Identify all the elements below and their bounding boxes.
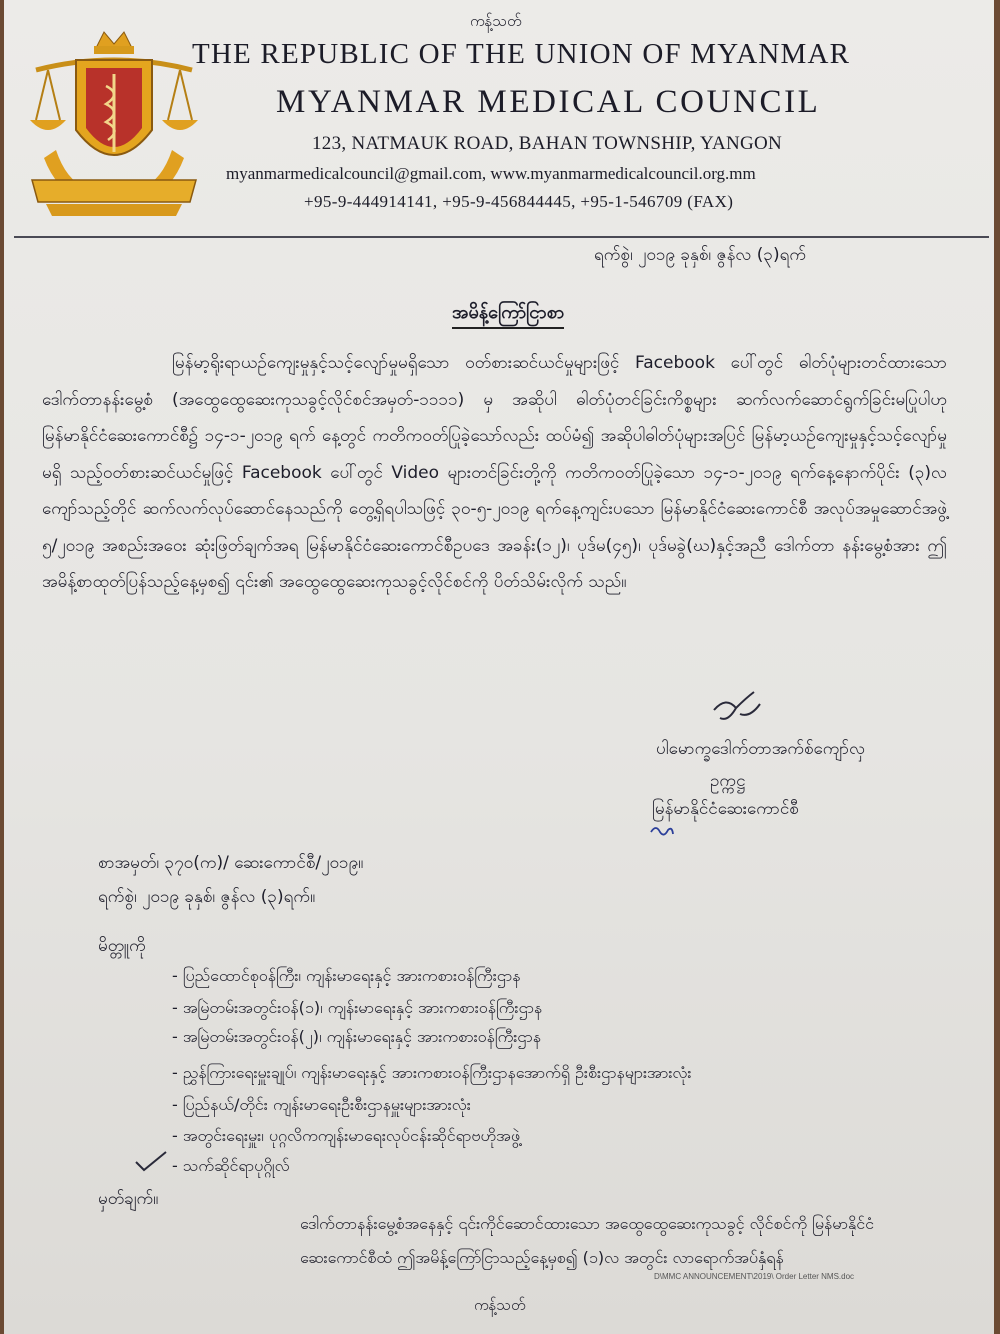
ink-initial-mark — [648, 822, 676, 842]
myanmar-medical-council-logo — [26, 30, 202, 220]
distribution-item-text: ညွှန်ကြားရေးမှူးချုပ်၊ ကျန်းမာရေးနှင့် အားကစားဝန်ကြီးဌာနအောက်ရှိ ဦးစီးဌာနများအားလုံး — [182, 1063, 692, 1082]
distribution-item-text: အတွင်းရေးမှူး၊ ပုဂ္ဂလိကကျန်းမာရေးလုပ်ငန်းဆိုင်ရာဗဟိုအဖွဲ့ — [182, 1126, 521, 1145]
address: 123, NATMAUK ROAD, BAHAN TOWNSHIP, YANGON — [312, 133, 783, 154]
notice-title: အမိန့်ကြော်ငြာစာ — [452, 300, 564, 329]
classification-bottom: ကန့်သတ် — [474, 1296, 526, 1314]
header-date: ရက်စွဲ၊ ၂၀၁၉ ခုနှစ်၊ ဇွန်လ (၃)ရက် — [594, 245, 806, 265]
distribution-item-text: သက်ဆိုင်ရာပုဂ္ဂိုလ် — [182, 1156, 290, 1175]
note-text: ဒေါက်တာနန်းမွေ့စံအနေနှင့် ၎င်းကိုင်ဆောင်ထားသော အထွေထွေဆေးကုသခွင့် လိုင်စင်ကို မြန်မာနိုင်ငံဆေးကောင်စီထံ ဤအမိန့်ကြော်ငြာသည့်နေ့မှစ၍ (၁)လ အတွင်း လာရောက်အပ်နှံရန် — [300, 1214, 874, 1267]
classification-top: ကန့်သတ် — [470, 12, 522, 30]
letter-date: ရက်စွဲ၊ ၂၀၁၉ ခုနှစ်၊ ဇွန်လ (၃)ရက်။ — [98, 887, 316, 907]
distribution-item-text: ပြည်နယ်/တိုင်း ကျန်းမာရေးဦးစီးဌာနမှူးများအားလုံး — [182, 1095, 471, 1114]
distribution-heading: မိတ္တူကို — [98, 936, 146, 956]
distribution-item: - သက်ဆိုင်ရာပုဂ္ဂိုလ် — [172, 1156, 290, 1175]
org-title: THE REPUBLIC OF THE UNION OF MYANMAR — [192, 38, 851, 70]
letter-page — [4, 0, 994, 1334]
checkmark-icon — [134, 1150, 168, 1172]
letter-number: စာအမှတ်၊ ၃၇၀(က)/ ဆေးကောင်စီ/၂၀၁၉။ — [98, 853, 364, 873]
distribution-item: - ညွှန်ကြားရေးမှူးချုပ်၊ ကျန်းမာရေးနှင့် အားကစားဝန်ကြီးဌာနအောက်ရှိ ဦးစီးဌာနများအားလုံး — [172, 1063, 692, 1082]
signature-mark — [710, 688, 770, 734]
note-label: မှတ်ချက်။ — [98, 1189, 159, 1209]
notice-body — [42, 345, 947, 601]
contact-line: myanmarmedicalcouncil@gmail.com, www.myanmarmedicalcouncil.org.mm — [226, 164, 756, 183]
phone-line: +95-9-444914141, +95-9-456844445, +95-1-546709 (FAX) — [304, 192, 734, 211]
distribution-item-text: အမြဲတမ်းအတွင်းဝန်(၁)၊ ကျန်းမာရေးနှင့် အားကစားဝန်ကြီးဌာန — [182, 998, 543, 1017]
council-name: MYANMAR MEDICAL COUNCIL — [276, 84, 821, 120]
distribution-item: - ပြည်နယ်/တိုင်း ကျန်းမာရေးဦးစီးဌာနမှူးများအားလုံး — [172, 1095, 471, 1114]
signatory-organization: မြန်မာနိုင်ငံဆေးကောင်စီ — [652, 799, 799, 819]
distribution-item: - အမြဲတမ်းအတွင်းဝန်(၁)၊ ကျန်းမာရေးနှင့် အားကစားဝန်ကြီးဌာန — [172, 998, 543, 1017]
signatory-name: ပါမောက္ခဒေါက်တာအက်စ်ကျော်လှ — [656, 739, 866, 759]
file-reference: D\MMC ANNOUNCEMENT\2019\ Order Letter NMS.doc — [654, 1272, 855, 1281]
signatory-title: ဥက္ကဋ္ဌ — [710, 771, 746, 791]
header-divider — [14, 236, 989, 238]
notice-body-text: မြန်မာ့ရိုးရာယဉ်ကျေးမှုနှင့်သင့်လျော်မှုမရှိသော ဝတ်စားဆင်ယင်မှုများဖြင့် Facebook ပေါ်တွင် ဓါတ်ပုံများတင်ထားသော ဒေါက်တာနန်းမွေ့စံ (အထွေထွေဆေးကုသခွင့်လိုင်စင်အမှတ်-၁၁၁၁) မှ အဆိုပါ ဓါတ်ပုံတင်ခြင်းကိစ္စများ ဆက်လက်ဆောင်ရွက်ခြင်းမပြုပါဟု မြန်မာနိုင်ငံဆေးကောင်စီ၌ ၁၄-၁-၂၀၁၉ ရက် နေ့တွင် ကတိကဝတ်ပြုခဲ့သော်လည်း ထပ်မံ၍ အဆိုပါဓါတ်ပုံများအပြင် မြန်မာ့ယဉ်ကျေးမှုနှင့်သင့်လျော်မှုမရှိ သည့်ဝတ်စားဆင်ယင်မှုဖြင့် Facebook ပေါ်တွင် Video များတင်ခြင်းတို့ကို ကတိကဝတ်ပြုခဲ့သော ၁၄-၁-၂၀၁၉ ရက်နေ့နောက်ပိုင်း (၃)လကျော်သည့်တိုင် ဆက်လက်လုပ်ဆောင်နေသည်ကို တွေ့ရှိရပါသဖြင့် ၃၀-၅-၂၀၁၉ ရက်နေ့ကျင်းပသော မြန်မာနိုင်ငံဆေးကောင်စီ အလုပ်အမှုဆောင်အဖွဲ့ ၅/၂၀၁၉ အစည်းအဝေး ဆုံးဖြတ်ချက်အရ မြန်မာနိုင်ငံဆေးကောင်စီဥပဒေ အခန်း(၁၂)၊ ပုဒ်မ(၄၅)၊ ပုဒ်မခွဲ(ဃ)နှင့်အညီ ဒေါက်တာ နန်းမွေ့စံအား ဤအမိန့်စာထုတ်ပြန်သည့်နေ့မှစ၍ ၎င်း၏ အထွေထွေဆေးကုသခွင့်လိုင်စင်ကို ပိတ်သိမ်းလိုက် သည်။ — [42, 353, 947, 592]
distribution-item: - အမြဲတမ်းအတွင်းဝန်(၂)၊ ကျန်းမာရေးနှင့် အားကစားဝန်ကြီးဌာန — [172, 1027, 542, 1046]
distribution-item-text: အမြဲတမ်းအတွင်းဝန်(၂)၊ ကျန်းမာရေးနှင့် အားကစားဝန်ကြီးဌာန — [182, 1027, 542, 1046]
distribution-item: - အတွင်းရေးမှူး၊ ပုဂ္ဂလိကကျန်းမာရေးလုပ်ငန်းဆိုင်ရာဗဟိုအဖွဲ့ — [172, 1126, 521, 1145]
distribution-item-text: ပြည်ထောင်စုဝန်ကြီး၊ ကျန်းမာရေးနှင့် အားကစားဝန်ကြီးဌာန — [182, 966, 521, 985]
distribution-item: - ပြည်ထောင်စုဝန်ကြီး၊ ကျန်းမာရေးနှင့် အားကစားဝန်ကြီးဌာန — [172, 966, 521, 985]
